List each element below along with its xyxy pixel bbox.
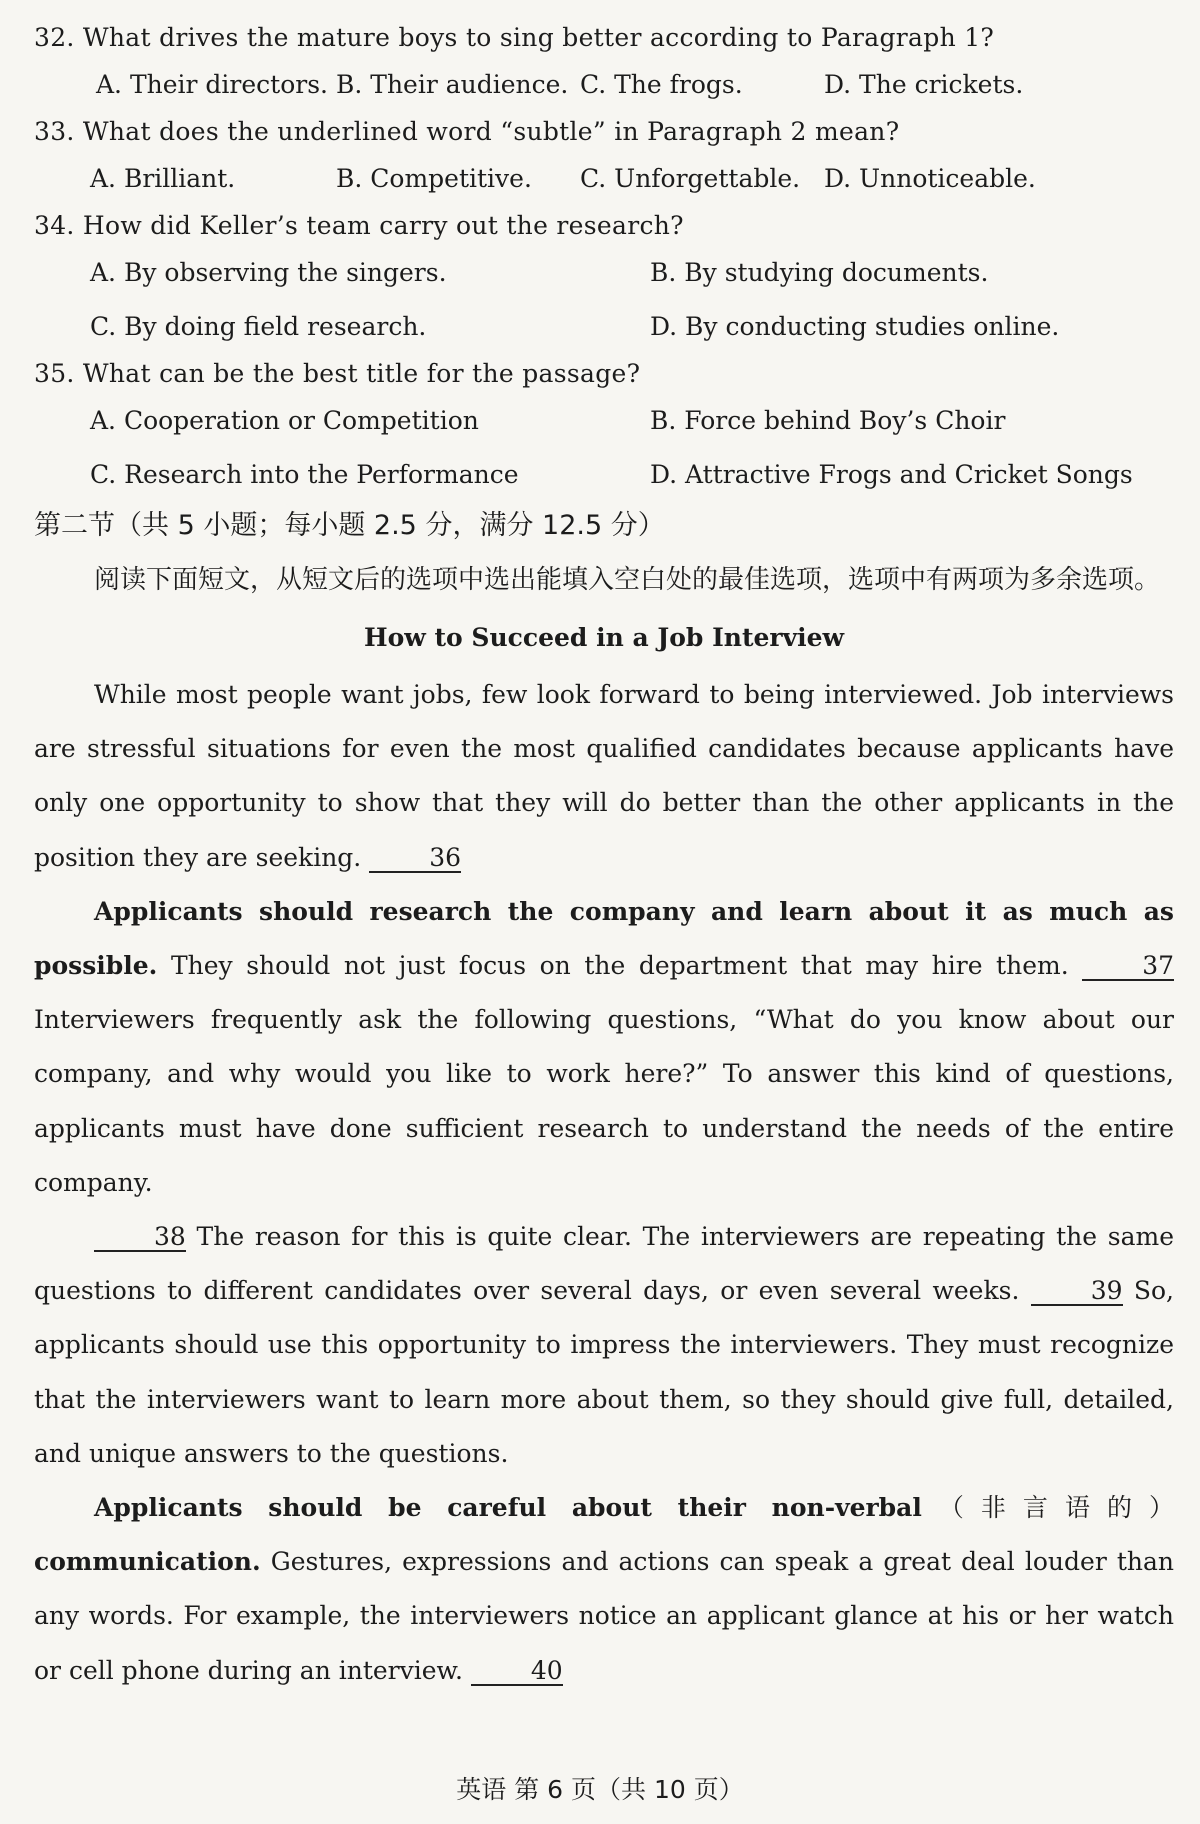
question-stem: 34. How did Keller’s team carry out the research? [34, 211, 684, 240]
question-options [34, 152, 1174, 206]
question-stem: 32. What drives the mature boys to sing better according to Paragraph 1? [34, 23, 995, 52]
paragraph-text: So, applicants should use this opportunity to impress the interviewers. They must recognize that the interviewers want to learn more about them, so they should give full, detailed, and unique answers to the questions. [34, 1276, 1174, 1468]
page-footer: 英语 第 6 页（共 10 页） [456, 1775, 744, 1804]
option-d: D. By conducting studies online. [650, 312, 1060, 341]
exam-page [34, 18, 1174, 1698]
passage-title: How to Succeed in a Job Interview [363, 623, 845, 652]
question-stem: 33. What does the underlined word “subtle” in Paragraph 2 mean? [34, 117, 900, 146]
question-34 [34, 206, 1174, 354]
chinese-gloss: （非言语的） [921, 1493, 1174, 1523]
paragraph-text: Interviewers frequently ask the following questions, “What do you know about our company, and why would you like to work here?” To answer this kind of questions, applicants must have done sufficient research to understand the needs of the entire company. [34, 1005, 1174, 1197]
option-a: A. Brilliant. [90, 164, 236, 193]
blank-38[interactable]: 38 [94, 1224, 186, 1252]
paragraph-text: The reason for this is quite clear. The interviewers are repeating the same questions to different candidates over several days, or even several weeks. [34, 1222, 1174, 1306]
passage-paragraph-3 [34, 1210, 1174, 1481]
question-35 [34, 354, 1174, 502]
option-a: A. Their directors. [96, 70, 328, 99]
option-b: B. Force behind Boy’s Choir [650, 406, 1006, 435]
option-a: A. By observing the singers. [90, 258, 447, 287]
topic-sentence: Applicants should be careful about their non-verbal [94, 1493, 922, 1523]
option-c: C. The frogs. [580, 70, 743, 99]
question-32 [34, 18, 1174, 112]
question-options [34, 246, 1174, 354]
option-d: D. Attractive Frogs and Cricket Songs [650, 460, 1133, 489]
blank-37[interactable]: 37 [1082, 953, 1174, 981]
blank-39[interactable]: 39 [1031, 1278, 1123, 1306]
question-options [34, 58, 1174, 112]
passage-paragraph-1 [34, 668, 1174, 885]
option-b: B. Their audience. [336, 70, 569, 99]
topic-sentence-end: communication. [34, 1547, 261, 1577]
passage-paragraph-4 [34, 1481, 1174, 1698]
option-a: A. Cooperation or Competition [90, 406, 479, 435]
option-c: C. By doing field research. [90, 312, 427, 341]
section-heading: 第二节（共 5 小题；每小题 2.5 分，满分 12.5 分） [34, 510, 665, 541]
option-d: D. The crickets. [824, 70, 1024, 99]
question-options [34, 394, 1174, 502]
option-b: B. Competitive. [336, 164, 532, 193]
question-stem: 35. What can be the best title for the passage? [34, 359, 641, 388]
passage-paragraph-2 [34, 885, 1174, 1210]
blank-40[interactable]: 40 [471, 1658, 563, 1686]
option-c: C. Research into the Performance [90, 460, 519, 489]
paragraph-text: Gestures, expressions and actions can speak a great deal louder than any words. For example, the interviewers notice an applicant glance at his or her watch or cell phone during an interview. [34, 1547, 1174, 1685]
option-d: D. Unnoticeable. [824, 164, 1036, 193]
section-instruction: 阅读下面短文，从短文后的选项中选出能填入空白处的最佳选项，选项中有两项为多余选项。 [94, 565, 1161, 595]
option-b: B. By studying documents. [650, 258, 989, 287]
option-c: C. Unforgettable. [580, 164, 801, 193]
blank-36[interactable]: 36 [369, 845, 461, 873]
question-33 [34, 112, 1174, 206]
topic-sentence: Applicants should research the company and learn about it as much as possible. [34, 896, 1174, 981]
paragraph-text: While most people want jobs, few look forward to being interviewed. Job interviews are stressful situations for even the most qualified candidates because applicants have only one opportunity to show that they will do better than the other applicants in the position they are seeking. [34, 680, 1174, 872]
paragraph-text: They should not just focus on the department that may hire them. [170, 951, 1069, 981]
